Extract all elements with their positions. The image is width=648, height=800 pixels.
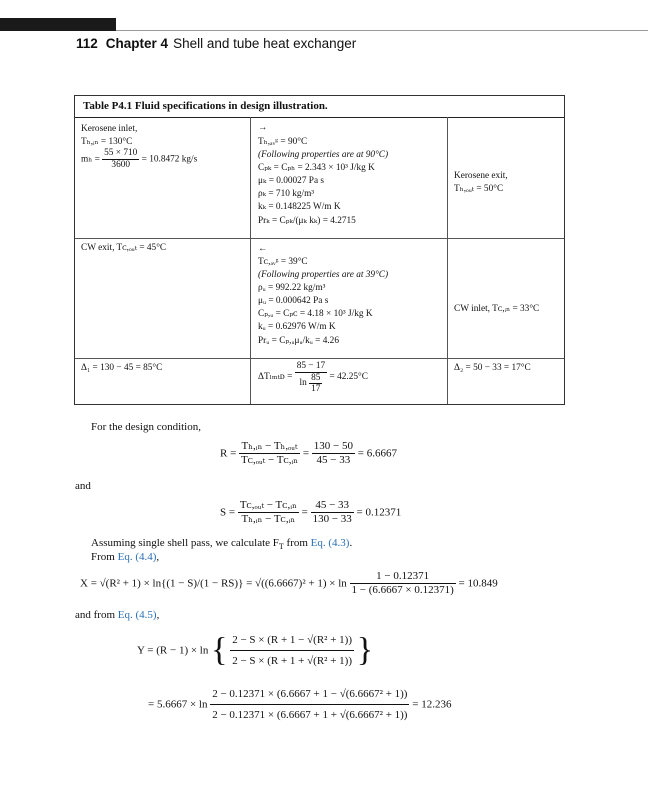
from-lead: From <box>91 551 118 563</box>
y-numerator: 2 − S × (R + 1 − √(R² + 1)) <box>230 630 354 651</box>
and-from-comma: , <box>156 609 160 621</box>
mh-lhs: mₕ = <box>81 154 100 165</box>
r-denominator-numeric: 45 − 33 <box>316 454 351 466</box>
kerosene-rho: ρₖ = 710 kg/m³ <box>258 189 315 199</box>
assumption-from: from <box>283 537 311 549</box>
water-avg-temp: Tᴄ,ₐᵥᵍ = 39°C <box>258 257 308 267</box>
equation-r <box>220 440 397 467</box>
and-text: and <box>75 480 91 492</box>
s-fraction-symbolic <box>238 499 299 526</box>
x-result: = 10.849 <box>458 577 498 590</box>
mh-fraction <box>102 148 139 171</box>
water-k: kᵤ = 0.62976 W/m K <box>258 322 336 332</box>
y2-result: = 12.236 <box>412 698 452 711</box>
s-result: = 0.12371 <box>356 506 402 519</box>
s-lhs: S = <box>220 506 236 519</box>
equation-x <box>80 570 498 597</box>
y2-numerator: 2 − 0.12371 × (6.6667 + 1 − √(6.6667² + 1)) <box>210 684 409 705</box>
s-numerator-symbolic: Tᴄ,ₒᵤₜ − Tᴄ,ᵢₙ <box>239 499 297 511</box>
y-lhs: Y = (R − 1) × ln <box>137 644 209 657</box>
design-condition-text: For the design condition, <box>91 421 201 433</box>
mass-flow-equation <box>81 148 197 171</box>
equation-y <box>137 630 373 671</box>
and-from-lead: and from <box>75 609 118 621</box>
from-eq-4-4-text <box>91 551 159 564</box>
kerosene-cp: Cₚₖ = Cₚₕ = 2.343 × 10³ J/kg K <box>258 163 375 173</box>
kerosene-mu: μₖ = 0.00027 Pa s <box>258 176 325 186</box>
table-row-divider-1 <box>75 238 564 239</box>
table-caption: Table P4.1 Fluid specifications in design illustration. <box>83 100 328 112</box>
y2-lhs: = 5.6667 × ln <box>148 698 208 711</box>
running-header <box>76 36 356 51</box>
s-denominator-numeric: 130 − 33 <box>312 513 352 525</box>
y-right-brace: } <box>356 631 374 669</box>
and-from-eq-4-5-text <box>75 609 159 622</box>
y2-fraction <box>210 684 409 725</box>
r-numerator-numeric: 130 − 50 <box>313 440 353 452</box>
kerosene-k: kₖ = 0.148225 W/m K <box>258 202 341 212</box>
flow-left-arrow-icon: ← <box>258 244 268 254</box>
mh-numerator: 55 × 710 <box>104 148 138 158</box>
r-result: = 6.6667 <box>357 447 397 460</box>
r-numerator-symbolic: Tₕ,ᵢₙ − Tₕ,ₒᵤₜ <box>239 440 300 454</box>
ln-label: ln <box>299 378 307 388</box>
ft-subscript: T <box>278 542 284 552</box>
water-pr: Prᵤ = Cₚ,ᵤμᵤ/kᵤ = 4.26 <box>258 336 339 346</box>
r-denominator-symbolic: Tᴄ,ₒᵤₜ − Tᴄ,ᵢₙ <box>241 454 299 466</box>
from-comma: , <box>156 551 160 563</box>
delta-2: Δ₂ = 50 − 33 = 17°C <box>454 363 531 373</box>
s-equals: = <box>301 506 308 519</box>
r-lhs: R = <box>220 447 237 460</box>
lmtd-lhs: ΔTₗₘₜᴅ = <box>258 372 293 382</box>
lmtd-result: = 42.25°C <box>329 372 368 382</box>
ln-fraction <box>309 373 322 394</box>
header-bar <box>0 18 116 31</box>
y-left-brace: { <box>211 631 228 669</box>
lmtd-fraction <box>295 361 328 394</box>
kerosene-avg-temp: Tₕ,ₐᵥᵍ = 90°C <box>258 137 308 147</box>
ln-denominator: 17 <box>311 384 321 394</box>
r-fraction-symbolic <box>239 440 300 467</box>
cw-exit-value: CW exit, Tᴄ,ₒᵤₜ = 45°C <box>81 243 167 253</box>
lmtd-denominator <box>295 373 328 394</box>
page-number: 112 <box>76 36 98 51</box>
kerosene-inlet-label: Kerosene inlet, <box>81 124 138 134</box>
flow-right-arrow-icon: → <box>258 123 268 133</box>
mh-result: = 10.8472 kg/s <box>141 154 198 165</box>
equation-y-numeric <box>148 684 451 725</box>
x-lhs: X = √(R² + 1) × ln{(1 − S)/(1 − RS)} = √((6.6667)² + 1) × ln <box>80 577 347 590</box>
x-numerator: 1 − 0.12371 <box>350 570 456 584</box>
equation-s <box>220 499 401 526</box>
lmtd-numerator: 85 − 17 <box>296 361 326 371</box>
y-fraction <box>230 630 354 671</box>
lmtd-equation <box>258 361 368 394</box>
s-numerator-numeric: 45 − 33 <box>311 499 354 513</box>
eq-4-4-link[interactable]: Eq. (4.4) <box>117 551 157 563</box>
th-in-value: Tₕ,ᵢₙ = 130°C <box>81 137 133 147</box>
x-denominator: 1 − (6.6667 × 0.12371) <box>351 584 454 596</box>
kerosene-exit-label: Kerosene exit, <box>454 171 508 181</box>
x-fraction <box>350 570 456 597</box>
table-row-divider-2 <box>75 358 564 359</box>
cw-inlet-value: CW inlet, Tᴄ,ᵢₙ = 33°C <box>454 304 540 314</box>
r-fraction-numeric <box>312 440 355 467</box>
chapter-title: Shell and tube heat exchanger <box>173 36 357 51</box>
chapter-label: Chapter 4 <box>105 36 169 51</box>
delta-1: Δ₁ = 130 − 45 = 85°C <box>81 363 163 373</box>
table-col-divider-1 <box>250 117 251 404</box>
eq-4-3-link[interactable]: Eq. (4.3) <box>310 537 350 549</box>
header-rule <box>116 30 648 31</box>
th-out-value: Tₕ,ₒᵤₜ = 50°C <box>454 184 504 194</box>
water-cp: Cₚ,ᵤ = Cₚᴄ = 4.18 × 10³ J/kg K <box>258 309 373 319</box>
assumption-period: . <box>349 537 353 549</box>
table-col-divider-2 <box>447 117 448 404</box>
water-property-note: (Following properties are at 39°C) <box>258 270 389 280</box>
r-equals: = <box>302 447 310 460</box>
kerosene-property-note: (Following properties are at 90°C) <box>258 150 389 160</box>
mh-denominator: 3600 <box>111 160 131 170</box>
kerosene-pr: Prₖ = Cₚₖ/(μₖ kₖ) = 4.2715 <box>258 216 356 226</box>
ln-numerator: 85 <box>311 373 321 383</box>
y2-denominator: 2 − 0.12371 × (6.6667 + 1 + √(6.6667² + 1)) <box>212 709 408 721</box>
assumption-lead: Assuming single shell pass, we calculate F <box>91 537 279 549</box>
water-mu: μᵤ = 0.000642 Pa s <box>258 296 329 306</box>
s-denominator-symbolic: Tₕ,ᵢₙ − Tᴄ,ᵢₙ <box>241 513 296 525</box>
water-rho: ρᵤ = 992.22 kg/m³ <box>258 283 326 293</box>
s-fraction-numeric <box>311 499 354 526</box>
table-caption-rule <box>75 117 564 118</box>
eq-4-5-link[interactable]: Eq. (4.5) <box>117 609 157 621</box>
y-denominator: 2 − S × (R + 1 + √(R² + 1)) <box>232 655 352 667</box>
